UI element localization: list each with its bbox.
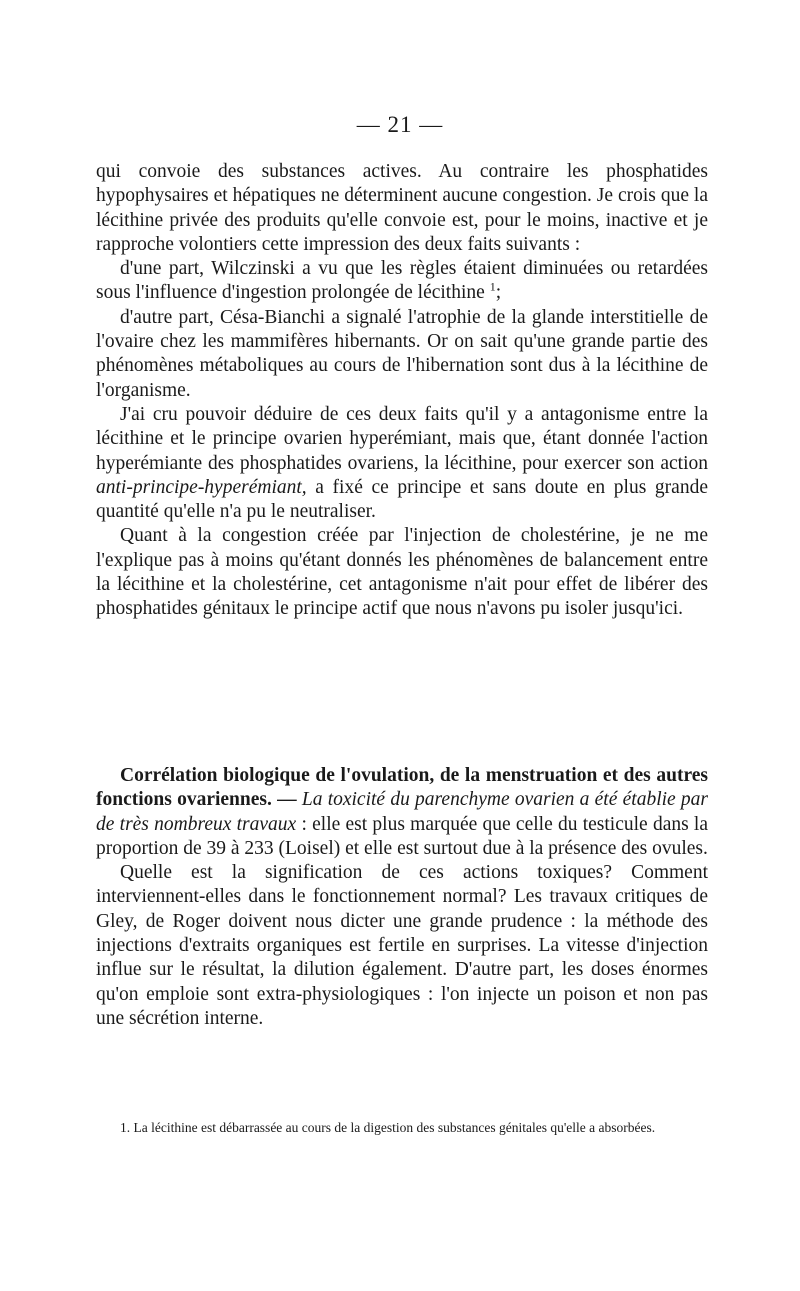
section-heading: Corrélation biologique de l'ovulation, de la menstruation et des autres fonctions ovariennes. —: [96, 765, 708, 811]
paragraph-4: [96, 403, 708, 524]
paragraph-2-text: d'une part, Wilczinski a vu que les règles étaient diminuées ou retardées sous l'influence d'ingestion prolongée de lécithine: [96, 258, 708, 304]
footnote-text: 1. La lécithine est débarrassée au cours de la digestion des substances génitales qu'elle a absorbées.: [120, 1120, 656, 1135]
paragraph-4-before: J'ai cru pouvoir déduire de ces deux faits qu'il y a antagonisme entre la lécithine et le principe ovarien hyperémiant, mais que, étant donnée l'action hyperémiante des phosphatides ovariens, la lécithine, pour exercer son action: [96, 403, 708, 474]
paragraph-1: qui convoie des substances actives. Au contraire les phosphatides hypophysaires et hépatiques ne déterminent aucune congestion. Je crois que la lécithine privée des produits qu'elle convoie est, pour le moins, inactive et je rapproche volontiers cette impression des deux faits suivants :: [96, 161, 708, 255]
footnote: [104, 1118, 716, 1138]
paragraph-5: Quant à la congestion créée par l'injection de cholestérine, je ne me l'explique pas à moins qu'étant donnés les phénomènes de balancement entre la lécithine et la cholestérine, cet antagonisme n'ait pour effet de libérer des phosphatides génitaux le principe actif que nous n'avons pu isoler jusqu'ici.: [96, 525, 708, 620]
section-heading-paragraph: [96, 764, 708, 861]
footnote-ref[interactable]: 1: [489, 279, 496, 294]
body-text-section-1: [96, 160, 708, 622]
paragraph-2: [96, 257, 708, 306]
paragraph-7: Quelle est la signification de ces actions toxiques? Comment interviennent-elles dans le fonctionnement normal? Les travaux critiques de Gley, de Roger doivent nous dicter une grande prudence : la méthode des injections d'extraits organiques est fertile en surprises. La vitesse d'injection influe sur le résultat, la dilution également. D'autre part, les doses énormes qu'on emploie sont extra-physiologiques : l'on injecte un poison et non pas une sécrétion interne.: [96, 862, 708, 1029]
section-italic: La toxicité du parenchyme ovarien a été établie par de très nombreux travaux: [96, 789, 709, 835]
paragraph-3: d'autre part, Césa-Bianchi a signalé l'atrophie de la glande interstitielle de l'ovaire chez les mammifères hibernants. Or on sait qu'une grande partie des phénomènes métaboliques au cours de l'hibernation sont dus à la lécithine de l'organisme.: [96, 306, 708, 401]
page-number: — 21 —: [356, 112, 444, 137]
section-rest: : elle est plus marquée que celle du testicule dans la proportion de 39 à 233 (Loisel) et elle est surtout due à la présence des ovules.: [96, 813, 708, 859]
body-text-section-2: [96, 764, 708, 1031]
paragraph-4-italic: anti-principe-hyperémiant,: [96, 476, 307, 498]
paragraph-2-end: ;: [495, 282, 502, 304]
paragraph-4-after: a fixé ce principe et sans doute en plus grande quantité qu'elle n'a pu le neutraliser.: [96, 476, 708, 523]
